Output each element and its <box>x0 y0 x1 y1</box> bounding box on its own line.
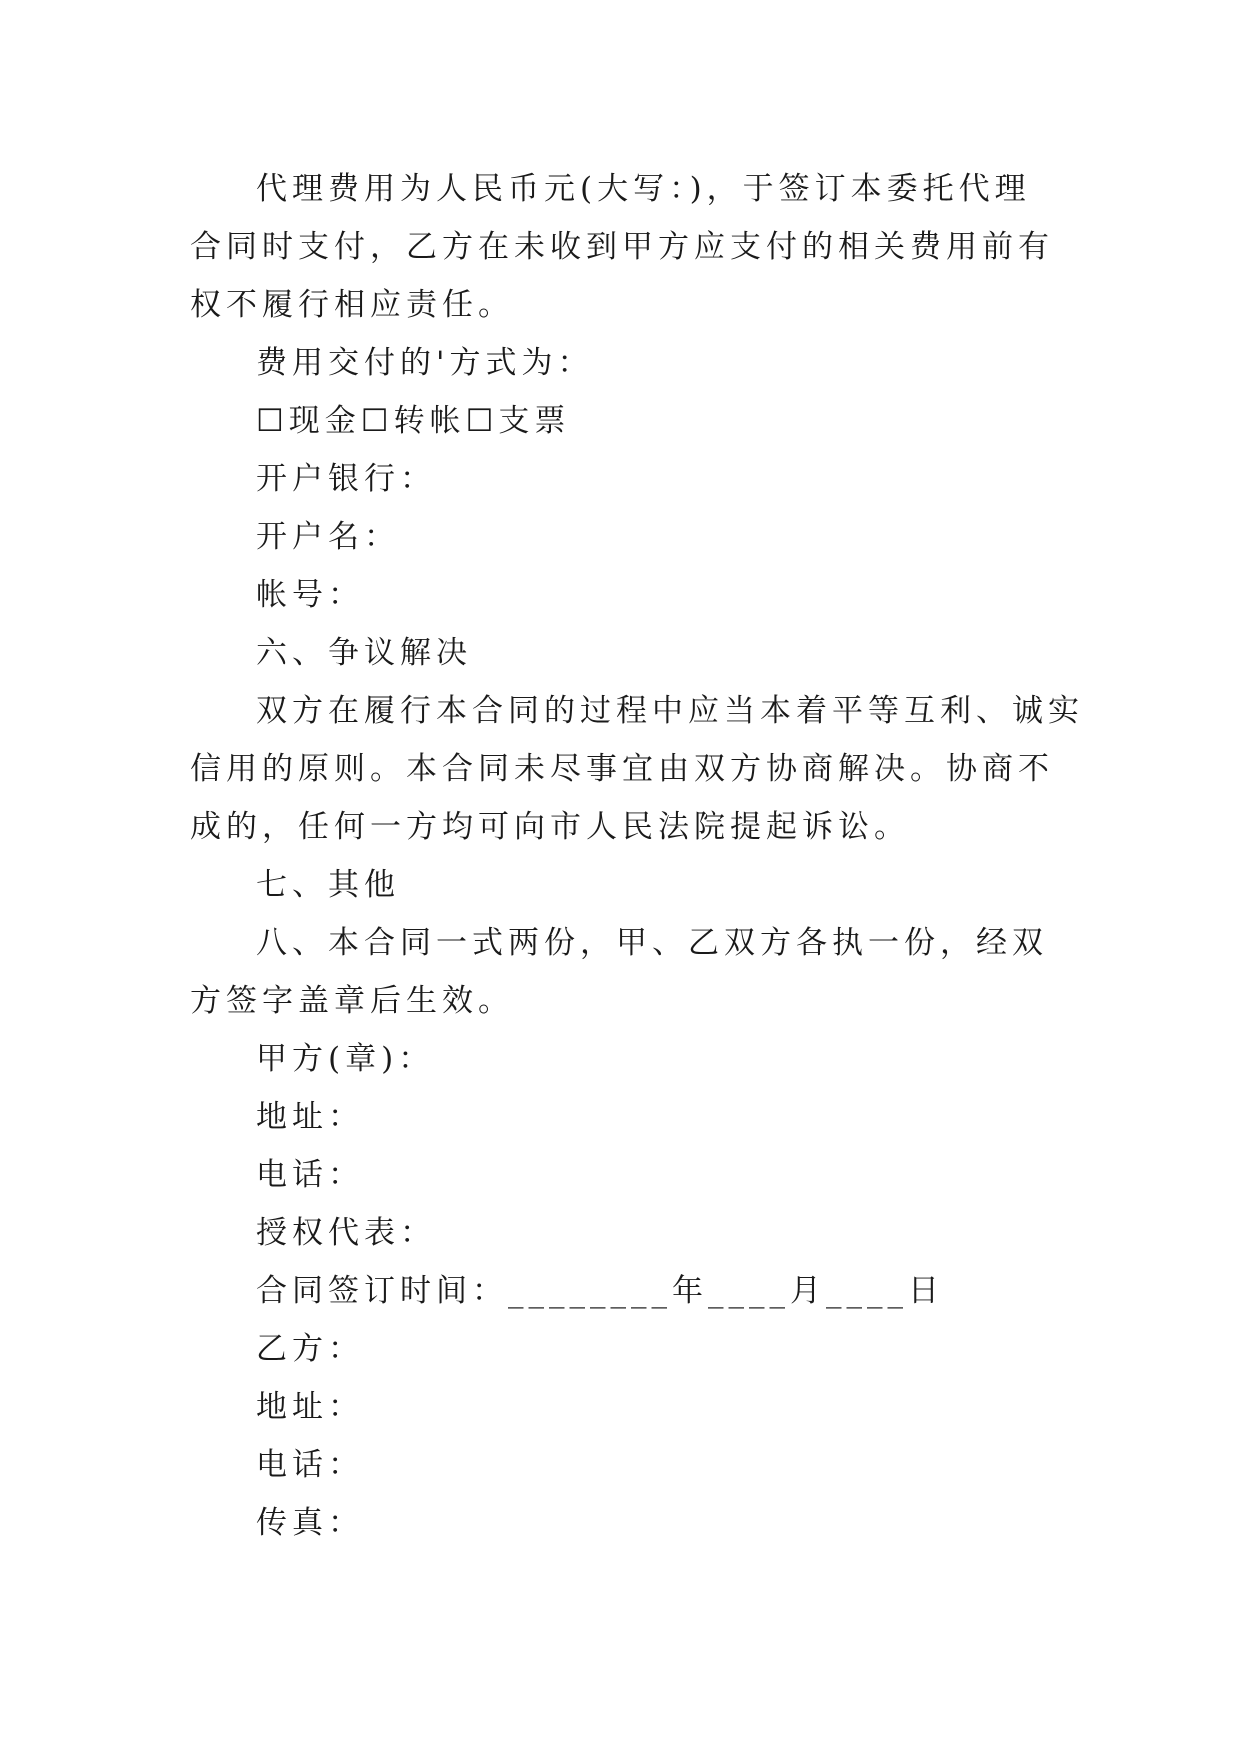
payment-options: ☐现金☐转帐☐支票 <box>256 403 571 439</box>
section-heading-dispute: 六、争议解决 <box>256 635 472 671</box>
fee-paragraph: 代理费用为人民币元(大写：)，于签订本委托代理合同时支付，乙方在未收到甲方应支付的相关费用前有权不履行相应责任。 <box>190 171 1054 323</box>
party-b-phone-field: 电话： <box>256 1447 364 1483</box>
party-b-field: 乙方： <box>256 1331 364 1367</box>
party-b-address-field: 地址： <box>256 1389 364 1425</box>
dispute-paragraph: 双方在履行本合同的过程中应当本着平等互利、诚实信用的原则。本合同未尽事宜由双方协商解决。协商不成的，任何一方均可向市人民法院提起诉讼。 <box>190 693 1084 845</box>
party-a-phone-field: 电话： <box>256 1157 364 1193</box>
party-b-fax-field: 传真： <box>256 1505 364 1541</box>
payment-method-label: 费用交付的'方式为： <box>256 345 594 381</box>
signing-date-field: 合同签订时间：________年____月____日 <box>256 1273 944 1309</box>
section-heading-other: 七、其他 <box>256 867 400 903</box>
document-page <box>190 160 1084 1552</box>
account-name-field: 开户名： <box>256 519 400 555</box>
party-a-seal-field: 甲方(章)： <box>256 1041 435 1077</box>
party-a-address-field: 地址： <box>256 1099 364 1135</box>
account-number-field: 帐号： <box>256 577 364 613</box>
authorized-rep-field: 授权代表： <box>256 1215 436 1251</box>
bank-name-field: 开户银行： <box>256 461 436 497</box>
copies-paragraph: 八、本合同一式两份，甲、乙双方各执一份，经双方签字盖章后生效。 <box>190 925 1048 1019</box>
